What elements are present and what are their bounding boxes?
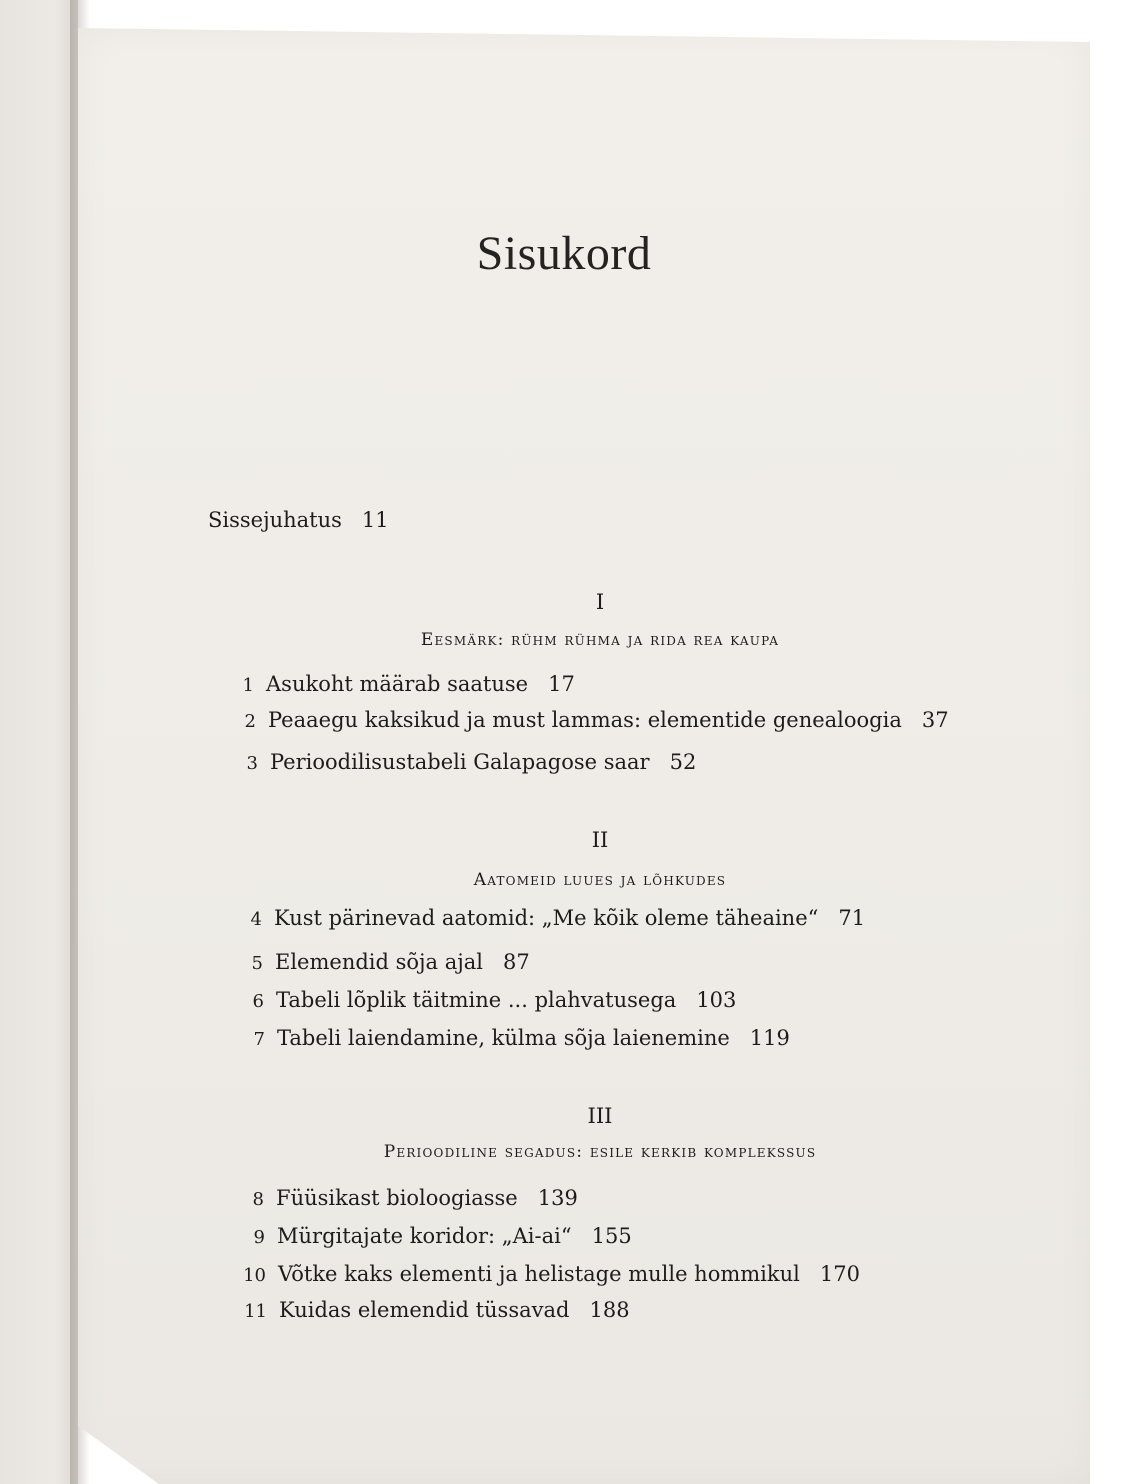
page-title: Sisukord [476, 227, 652, 280]
entry-page: 11 [361, 508, 389, 532]
entry-page: 155 [591, 1224, 632, 1248]
chapter-number: 1 [242, 675, 254, 696]
part-title: Aatomeid luues ja lõhkudes [473, 870, 727, 890]
entry-page: 170 [819, 1262, 860, 1286]
toc-entry-intro [208, 508, 389, 532]
entry-title: Peaaegu kaksikud ja must lammas: elementide genealoogia [268, 708, 902, 732]
chapter-number: 6 [252, 991, 264, 1012]
part-number: II [591, 828, 609, 852]
entry-page: 37 [921, 708, 949, 732]
entry-title: Kuidas elemendid tüssavad [279, 1298, 570, 1322]
entry-page: 71 [838, 906, 866, 930]
toc-entry [231, 1298, 630, 1322]
entry-title: Tabeli laiendamine, külma sõja laienemine [277, 1026, 730, 1050]
chapter-number: 8 [252, 1189, 264, 1210]
entry-page: 188 [589, 1298, 630, 1322]
chapter-number: 2 [244, 711, 256, 732]
entry-title: Mürgitajate koridor: „Ai-ai“ [277, 1224, 572, 1248]
entry-title: Kust pärinevad aatomid: „Me kõik oleme täheaine“ [274, 906, 819, 930]
entry-page: 119 [749, 1026, 790, 1050]
entry-title: Sissejuhatus [208, 508, 342, 532]
chapter-number: 5 [251, 953, 263, 974]
toc-entry [234, 988, 736, 1012]
toc-entry [230, 1262, 860, 1286]
toc-entry [235, 1026, 790, 1050]
toc-entry [232, 906, 865, 930]
chapter-number: 3 [246, 753, 258, 774]
chapter-number: 9 [253, 1227, 265, 1248]
toc-entry [233, 950, 530, 974]
entry-title: Füüsikast bioloogiasse [276, 1186, 518, 1210]
toc-entry [228, 750, 696, 774]
toc-entry [228, 1186, 578, 1210]
entry-page: 87 [503, 950, 530, 974]
toc-entry [229, 1224, 632, 1248]
entry-title: Tabeli lõplik täitmine ... plahvatusega [276, 988, 677, 1012]
chapter-number: 10 [243, 1265, 266, 1286]
entry-page: 52 [669, 750, 697, 774]
entry-title: Perioodilisustabeli Galapagose saar [270, 750, 650, 774]
part-number: I [595, 590, 605, 614]
part-number: III [587, 1104, 613, 1128]
chapter-number: 4 [250, 909, 262, 930]
part-title: Eesmärk: rühm rühma ja rida rea kaupa [420, 630, 780, 650]
entry-title: Võtke kaks elementi ja helistage mulle hommikul [278, 1262, 800, 1286]
entry-page: 103 [696, 988, 737, 1012]
part-title: Perioodiline segadus: esile kerkib komplekssus [383, 1142, 817, 1162]
chapter-number: 11 [244, 1301, 267, 1322]
toc-entry [226, 708, 949, 732]
entry-page: 139 [537, 1186, 578, 1210]
entry-title: Asukoht määrab saatuse [266, 672, 529, 696]
toc-entry [224, 672, 575, 696]
entry-page: 17 [548, 672, 575, 696]
entry-title: Elemendid sõja ajal [275, 950, 484, 974]
chapter-number: 7 [253, 1029, 265, 1050]
